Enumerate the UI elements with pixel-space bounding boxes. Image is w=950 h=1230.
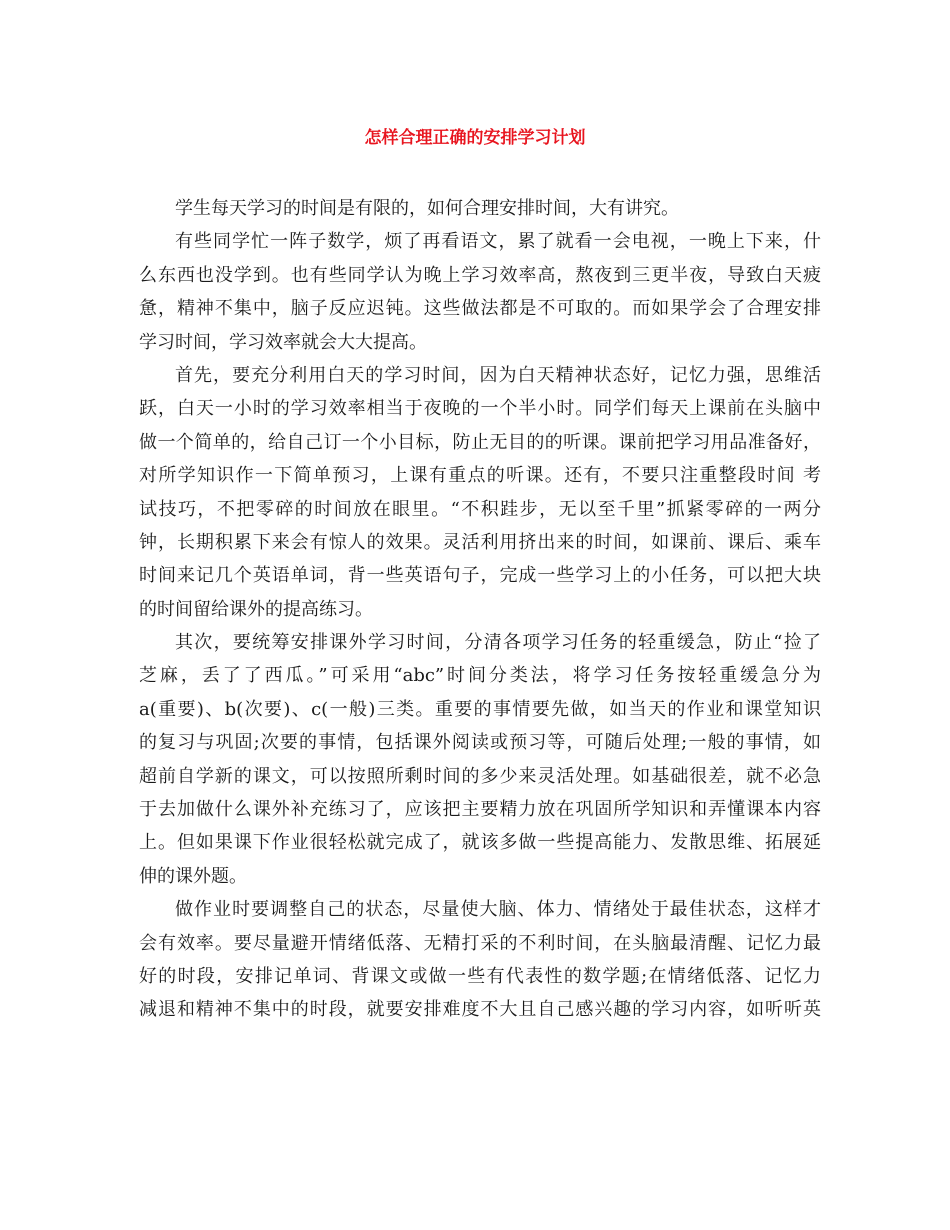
text-line: 其次，要统筹安排课外学习时间，分清各项学习任务的轻重缓急，防止“捡了: [175, 632, 821, 654]
paragraph: [139, 893, 821, 1027]
text-line: 会有效率。要尽量避开情绪低落、无精打采的不利时间，在头脑最清醒、记忆力最: [139, 932, 821, 954]
text-line: 首先，要充分利用白天的学习时间，因为白天精神状态好，记忆力强，思维活: [175, 364, 821, 386]
text-line: 惫，精神不集中，脑子反应迟钝。这些做法都是不可取的。而如果学会了合理安排: [139, 298, 821, 320]
paragraph: [139, 626, 821, 893]
text-line: 么东西也没学到。也有些同学认为晚上学习效率高，熬夜到三更半夜，导致白天疲: [139, 264, 821, 286]
text-line: 对所学知识作一下简单预习，上课有重点的听课。还有，不要只注重整段时间 考: [139, 465, 821, 487]
text-line: a(重要)、b(次要)、c(一般)三类。重要的事情要先做，如当天的作业和课堂知识: [139, 698, 821, 720]
text-line: 伸的课外题。: [139, 865, 247, 887]
paragraph: [139, 192, 821, 225]
text-line: 的复习与巩固;次要的事情，包括课外阅读或预习等，可随后处理;一般的事情，如: [139, 732, 821, 754]
paragraph: [139, 225, 821, 359]
text-line: 超前自学新的课文，可以按照所剩时间的多少来灵活处理。如基础很差，就不必急: [139, 765, 821, 787]
text-line: 做作业时要调整自己的状态，尽量使大脑、体力、情绪处于最佳状态，这样才: [175, 899, 821, 921]
text-line: 跃，白天一小时的学习效率相当于夜晚的一个半小时。同学们每天上课前在头脑中: [139, 398, 821, 420]
text-line: 时间来记几个英语单词，背一些英语句子，完成一些学习上的小任务，可以把大块: [139, 565, 821, 587]
text-line: 有些同学忙一阵子数学，烦了再看语文，累了就看一会电视，一晚上下来，什: [175, 231, 821, 253]
document-title: 怎样合理正确的安排学习计划: [364, 128, 586, 148]
text-line: 芝麻，丢了了西瓜。”可采用“abc”时间分类法，将学习任务按轻重缓急分为: [139, 665, 821, 687]
text-line: 好的时段，安排记单词、背课文或做一些有代表性的数学题;在情绪低落、记忆力: [139, 965, 821, 987]
text-line: 上。但如果课下作业很轻松就完成了，就该多做一些提高能力、发散思维、拓展延: [139, 832, 821, 854]
text-line: 做一个简单的，给自己订一个小目标，防止无目的的听课。课前把学习用品准备好，: [139, 431, 821, 453]
text-line: 的时间留给课外的提高练习。: [139, 598, 373, 620]
text-line: 于去加做什么课外补充练习了，应该把主要精力放在巩固所学知识和弄懂课本内容: [139, 799, 821, 821]
text-line: 钟，长期积累下来会有惊人的效果。灵活利用挤出来的时间，如课前、课后、乘车: [139, 531, 821, 553]
text-line: 学习时间，学习效率就会大大提高。: [139, 331, 427, 353]
text-line: 试技巧，不把零碎的时间放在眼里。“不积跬步，无以至千里”抓紧零碎的一两分: [139, 498, 821, 520]
text-line: 减退和精神不集中的时段，就要安排难度不大且自己感兴趣的学习内容，如听听英: [139, 999, 821, 1021]
document-body: [139, 192, 821, 1027]
text-line: 学生每天学习的时间是有限的，如何合理安排时间，大有讲究。: [175, 198, 679, 219]
paragraph: [139, 359, 821, 626]
